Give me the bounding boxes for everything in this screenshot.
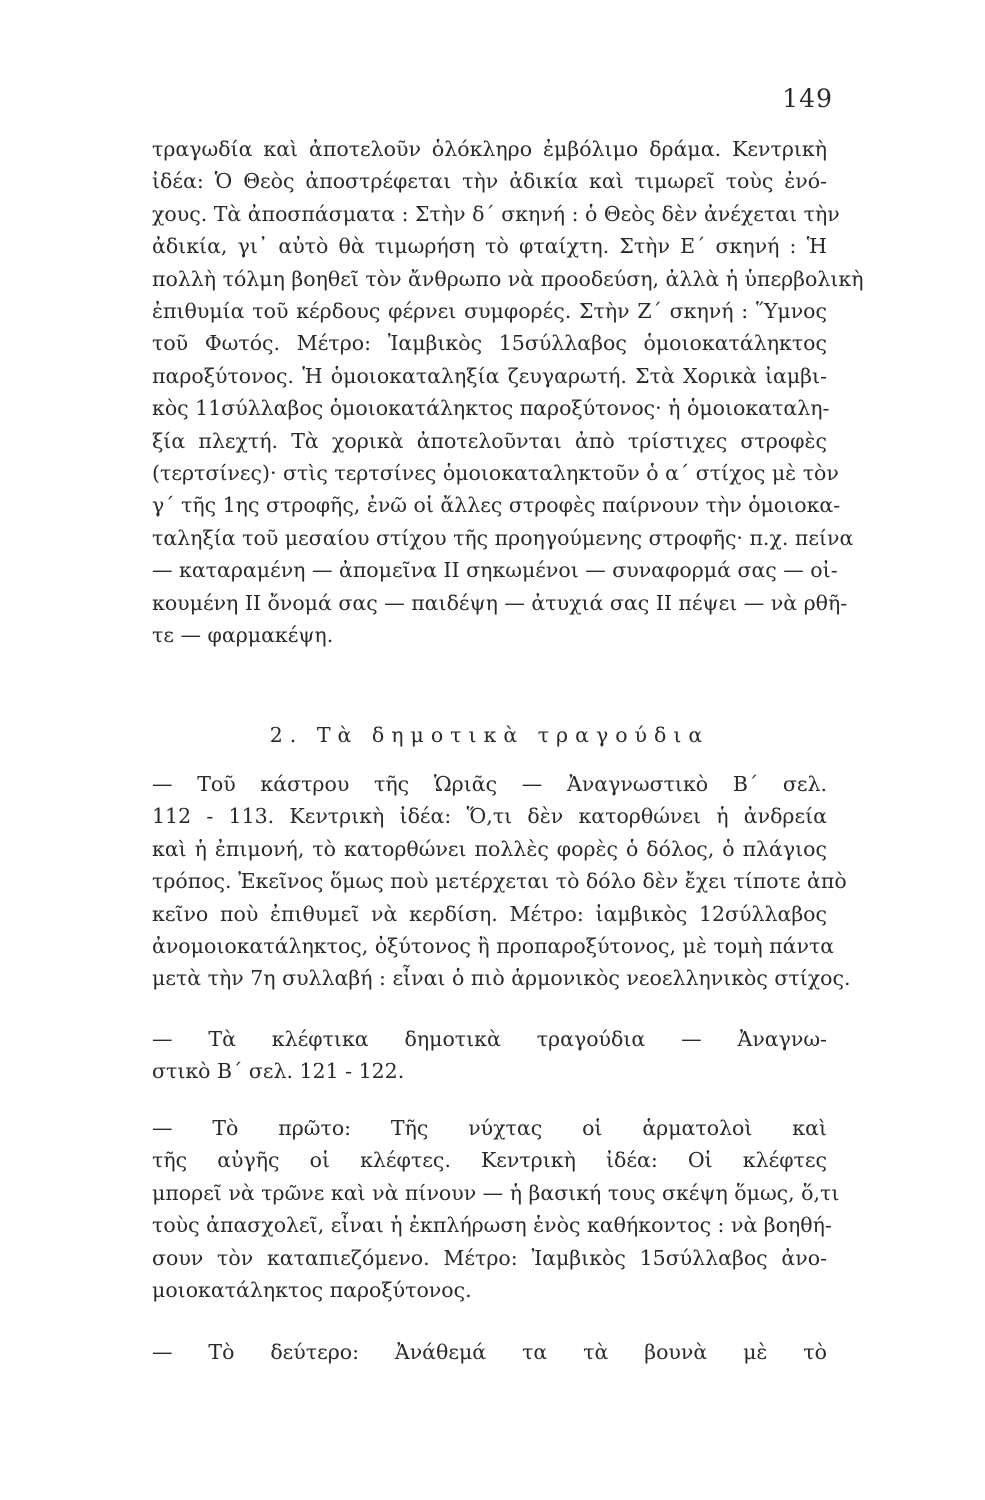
text-line: ἀνομοιοκατάληκτος, ὀξύτονος ἢ προπαροξύτονος, μὲ τομὴ πάντα (152, 934, 835, 959)
text-line: πολλὴ τόλμη βοηθεῖ τὸν ἄνθρωπο νὰ προοδεύση, ἀλλὰ ἡ ὑπερβολικὴ (152, 266, 864, 291)
text-line: χους. Τὰ ἀποσπάσματα : Στὴν δ΄ σκηνή : ὁ Θεὸς δὲν ἀνέχεται τὴν (152, 201, 840, 226)
page-number: 149 (782, 84, 833, 113)
section-heading: 2. Τὰ δημοτικὰ τραγούδια (269, 723, 710, 747)
text-line: κεῖνο ποὺ ἐπιθυμεῖ νὰ κερδίση. Μέτρο: ἰαμβικὸς 12σύλλαβος (152, 901, 827, 926)
text-line: τοὺς ἀπασχολεῖ, εἶναι ἡ ἐκπλήρωση ἑνὸς καθήκοντος : νὰ βοηθή- (152, 1213, 832, 1238)
text-line: τρόπος. Ἐκεῖνος ὅμως ποὺ μετέρχεται τὸ δόλο δὲν ἔχει τίποτε ἀπὸ (152, 869, 847, 894)
paragraph-chorus-analysis (152, 133, 864, 652)
text-line: τραγωδία καὶ ἀποτελοῦν ὁλόκληρο ἐμβόλιμο δράμα. Κεντρικὴ (152, 137, 827, 161)
text-line: (τερτσίνες)· στὶς τερτσίνες ὁμοιοκαταληκτοῦν ὁ α΄ στίχος μὲ τὸν (152, 461, 839, 486)
paragraph-second-song (152, 1336, 827, 1368)
text-line: ἐπιθυμία τοῦ κέρδους φέρνει συμφορές. Στὴν Ζ΄ σκηνή : Ὕμνος (152, 299, 827, 324)
text-line: τε — φαρμακέψη. (152, 623, 334, 648)
text-line: στικὸ Β΄ σελ. 121 - 122. (152, 1059, 405, 1084)
text-line: ἀδικία, γι᾿ αὐτὸ θὰ τιμωρήση τὸ φταίχτη. Στὴν Ε΄ σκηνή : Ἡ (152, 234, 827, 259)
text-line: τῆς αὐγῆς οἱ κλέφτες. Κεντρικὴ ἰδέα: Οἱ κλέφτες (152, 1148, 827, 1173)
text-line: — Τὸ δεύτερο: Ἀνάθεμά τα τὰ βουνὰ μὲ τὸ (152, 1340, 827, 1364)
text-line: παροξύτονος. Ἡ ὁμοιοκαταληξία ζευγαρωτή. Στὰ Χορικὰ ἰαμβι- (152, 363, 827, 388)
text-line: 112 - 113. Κεντρικὴ ἰδέα: Ὅ,τι δὲν κατορθώνει ἡ ἀνδρεία (152, 804, 827, 829)
text-line: — καταραμένη — ἀπομεῖνα ΙΙ σηκωμένοι — συναφορμά σας — οἰ- (152, 558, 838, 583)
text-line: ξία πλεχτή. Τὰ χορικὰ ἀποτελοῦνται ἀπὸ τρίστιχες στροφὲς (152, 428, 827, 453)
text-line: μοιοκατάληκτος παροξύτονος. (152, 1278, 472, 1303)
text-line: σουν τὸν καταπιεζόμενο. Μέτρο: Ἰαμβικὸς 15σύλλαβος ἀνο- (152, 1245, 827, 1270)
text-line: τοῦ Φωτός. Μέτρο: Ἰαμβικὸς 15σύλλαβος ὁμοιοκατάληκτος (152, 331, 827, 356)
paragraph-kleftic-songs (152, 1023, 827, 1088)
text-line: — Τοῦ κάστρου τῆς Ὡριᾶς — Ἀναγνωστικὸ Β΄ σελ. (152, 772, 827, 796)
text-line: ἰδέα: Ὁ Θεὸς ἀποστρέφεται τὴν ἀδικία καὶ τιμωρεῖ τοὺς ἐνό- (152, 169, 827, 194)
text-line: γ΄ τῆς 1ης στροφῆς, ἐνῶ οἱ ἄλλες στροφὲς παίρνουν τὴν ὁμοιοκα- (152, 493, 841, 518)
text-line: καὶ ἡ ἐπιμονή, τὸ κατορθώνει πολλὲς φορὲς ὁ δόλος, ὁ πλάγιος (152, 836, 827, 861)
paragraph-first-song (152, 1112, 840, 1306)
text-line: — Τὸ πρῶτο: Τῆς νύχτας οἱ ἁρματολοὶ καὶ (152, 1116, 827, 1140)
text-line: ταληξία τοῦ μεσαίου στίχου τῆς προηγούμενης στροφῆς· π.χ. πείνα (152, 525, 854, 550)
text-line: μετὰ τὴν 7η συλλαβή : εἶναι ὁ πιὸ ἁρμονικὸς νεοελληνικὸς στίχος. (152, 966, 851, 991)
paragraph-castle-of-oria (152, 768, 851, 995)
text-line: — Τὰ κλέφτικα δημοτικὰ τραγούδια — Ἀναγνω- (152, 1027, 827, 1051)
text-line: κουμένη ΙΙ ὄνομά σας — παιδέψη — ἀτυχιά σας ΙΙ πέψει — νὰ ρθῆ- (152, 590, 848, 615)
text-line: κὸς 11σύλλαβος ὁμοιοκατάληκτος παροξύτονος· ἡ ὁμοιοκαταλη- (152, 396, 830, 421)
section-heading-container (152, 719, 827, 751)
text-line: μπορεῖ νὰ τρῶνε καὶ νὰ πίνουν — ἡ βασική τους σκέψη ὅμως, ὅ,τι (152, 1180, 840, 1205)
